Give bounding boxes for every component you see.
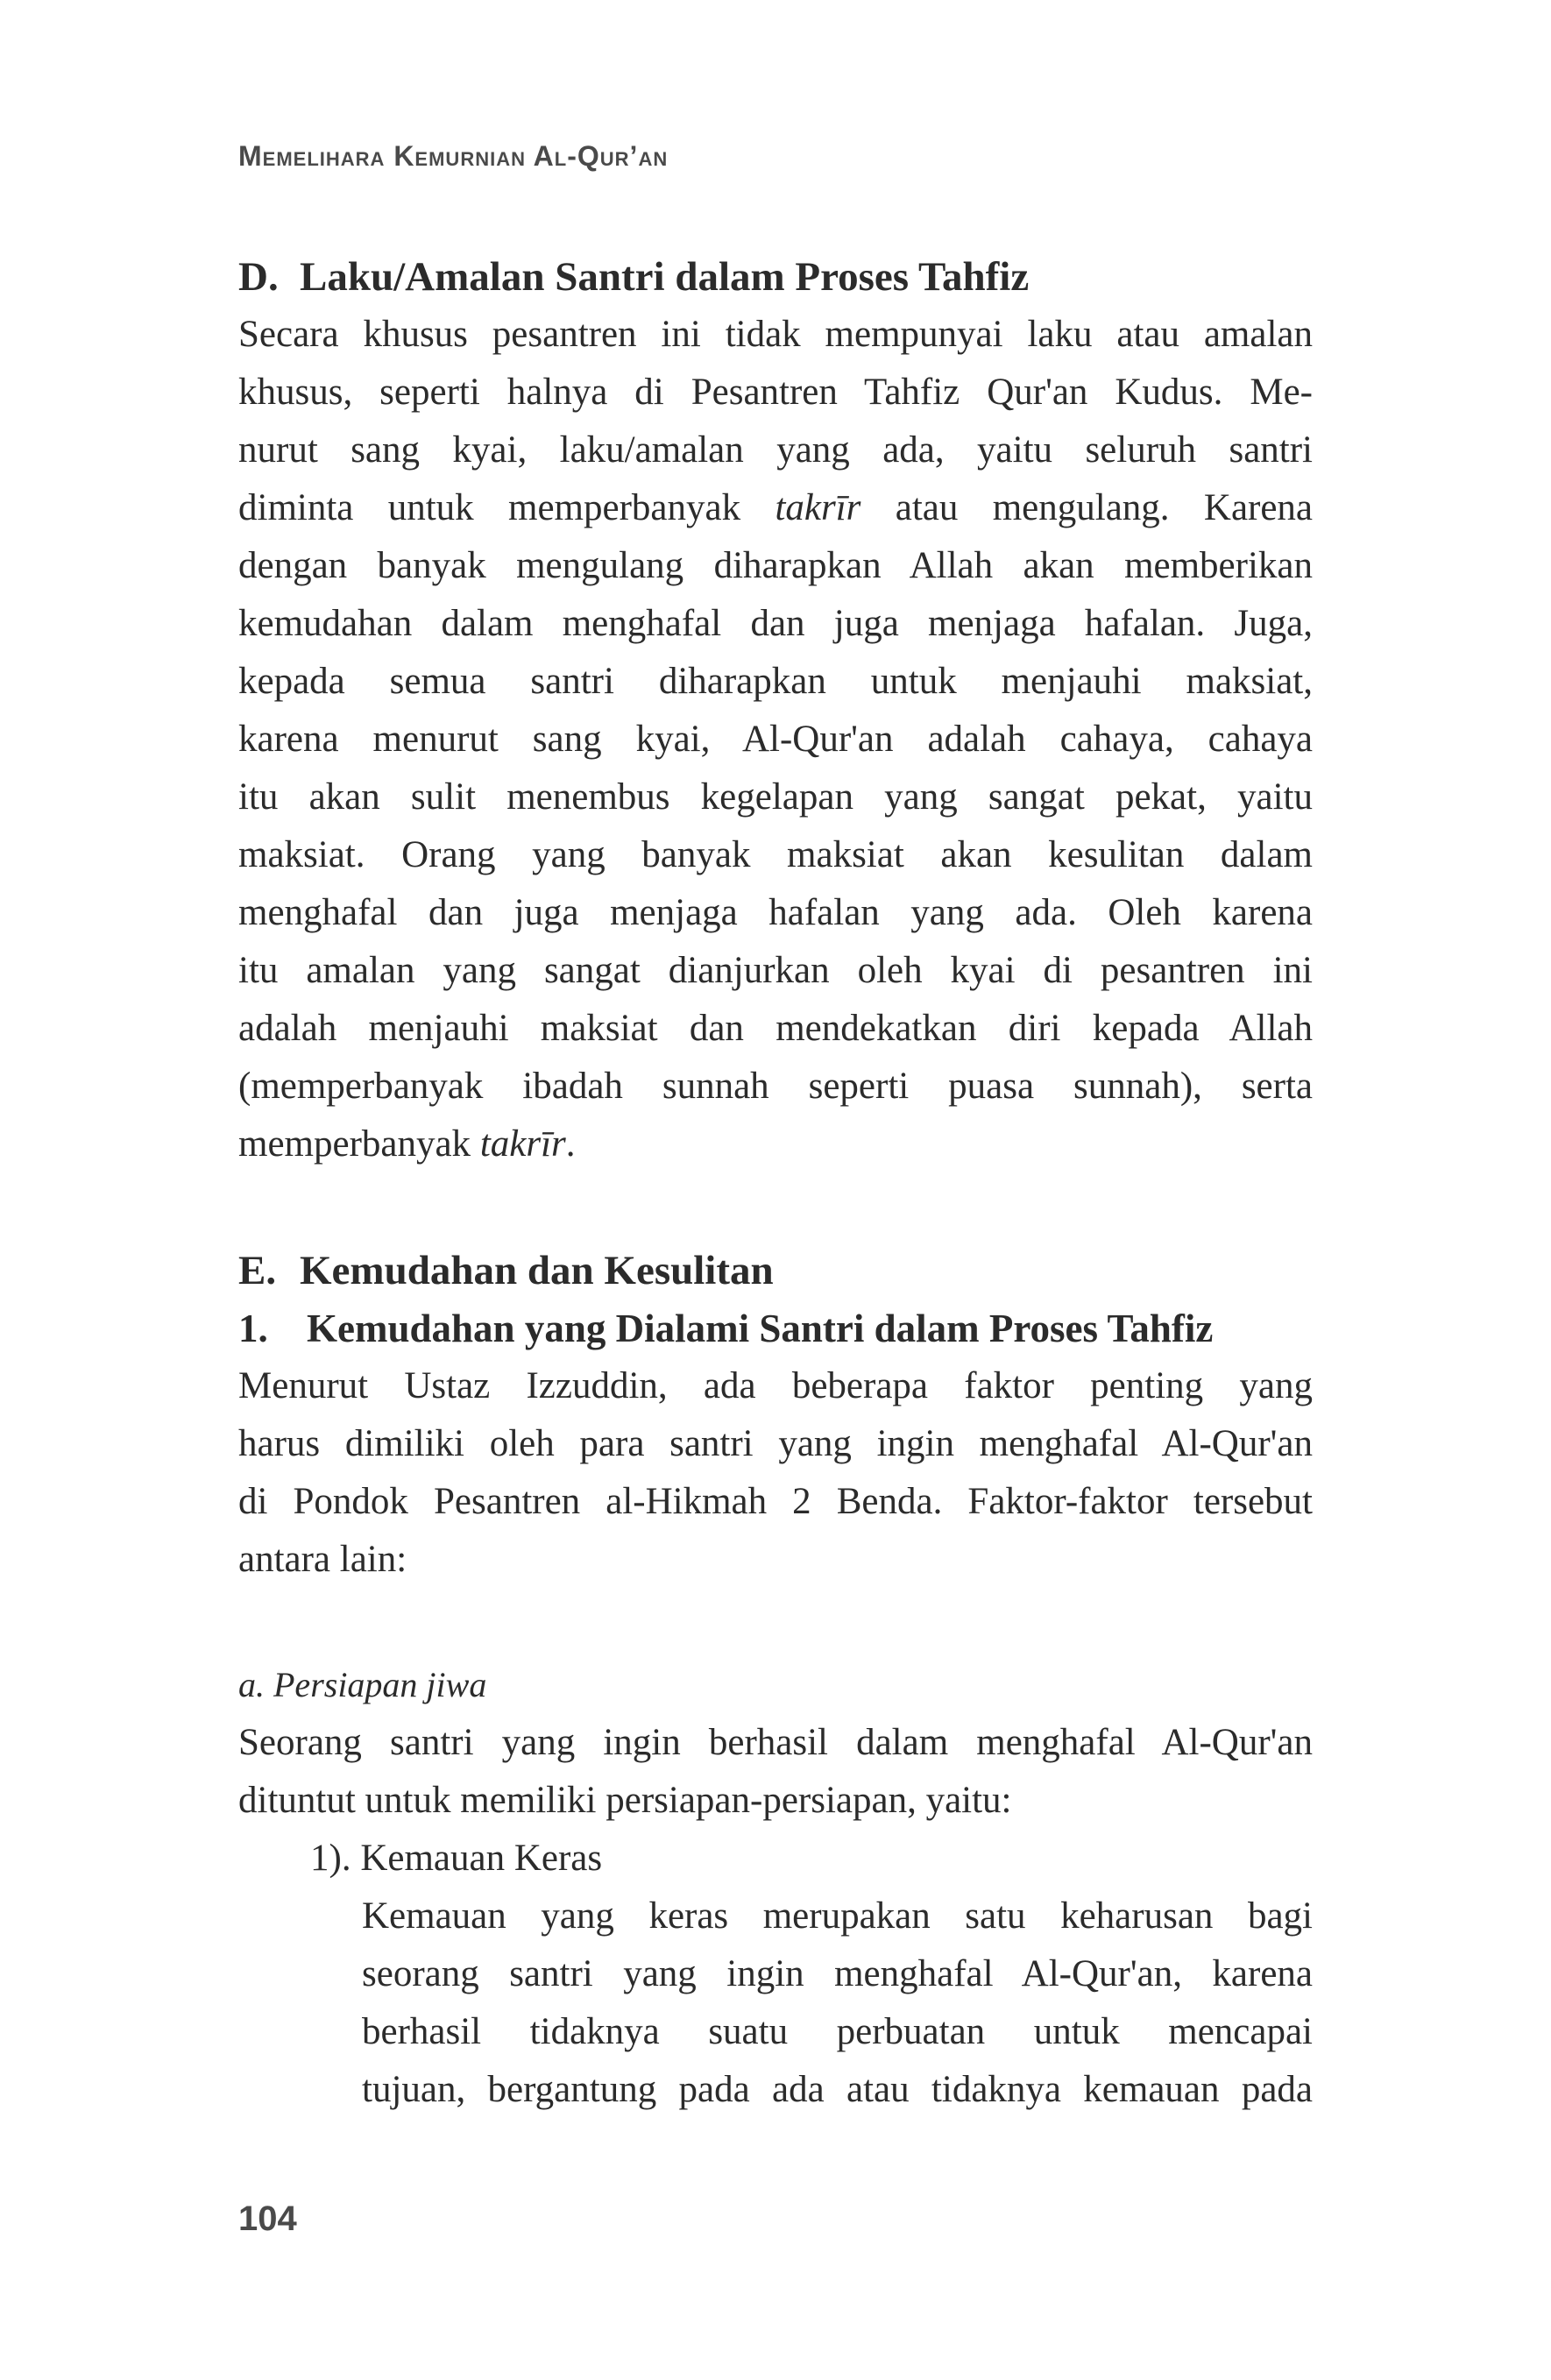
paragraph-line: adalah menjauhi maksiat dan mendekatkan diri kepada Allah <box>238 1008 1313 1049</box>
section-d-paragraph <box>238 306 1313 1173</box>
paragraph-line: seorang santri yang ingin menghafal Al-Qur'an, karena <box>362 1953 1313 1994</box>
section-e-number: E. <box>238 1248 277 1293</box>
italic-term: takrīr <box>775 487 861 528</box>
section-e <box>238 1242 1313 1589</box>
paragraph-line: menghafal dan juga menjaga hafalan yang ada. Oleh karena <box>238 892 1313 933</box>
paragraph-line <box>238 479 1313 537</box>
section-d-heading <box>238 248 1313 306</box>
section-e-paragraph <box>238 1357 1313 1589</box>
paragraph-line: itu akan sulit menembus kegelapan yang sangat pekat, yaitu <box>238 776 1313 818</box>
paragraph-line: dituntut untuk memiliki persiapan-persiapan, yaitu: <box>238 1780 1012 1821</box>
list-item-1-title: 1). Kemauan Keras <box>310 1838 603 1879</box>
paragraph-line: Seorang santri yang ingin berhasil dalam menghafal Al-Qur'an <box>238 1722 1313 1763</box>
page-number: 104 <box>238 2199 297 2238</box>
subsection-1-heading <box>238 1300 1313 1357</box>
paragraph-line: dengan banyak mengulang diharapkan Allah akan memberikan <box>238 545 1313 586</box>
paragraph-line: karena menurut sang kyai, Al-Qur'an adalah cahaya, cahaya <box>238 719 1313 760</box>
paragraph-line: nurut sang kyai, laku/amalan yang ada, yaitu seluruh santri <box>238 429 1313 471</box>
item-a-label: a. Persiapan jiwa <box>238 1665 487 1704</box>
list-item-1-body <box>362 1888 1313 2119</box>
text-run: atau mengulang. Karena <box>895 487 1314 528</box>
section-d <box>238 248 1313 1173</box>
paragraph-line: berhasil tidaknya suatu perbuatan untuk mencapai <box>362 2011 1313 2052</box>
running-header: Memelihara Kemurnian Al-Qur’an <box>238 140 669 172</box>
paragraph-line: kepada semua santri diharapkan untuk menjauhi maksiat, <box>238 661 1313 702</box>
paragraph-line: di Pondok Pesantren al-Hikmah 2 Benda. Faktor-faktor tersebut <box>238 1481 1313 1522</box>
text-run: diminta untuk memperbanyak <box>238 487 741 528</box>
paragraph-line: Menurut Ustaz Izzuddin, ada beberapa faktor penting yang <box>238 1365 1313 1406</box>
italic-term: takrīr <box>479 1123 566 1165</box>
paragraph-line: Kemauan yang keras merupakan satu keharusan bagi <box>362 1895 1313 1937</box>
section-d-title: Laku/Amalan Santri dalam Proses Tahfiz <box>300 254 1030 300</box>
section-e-heading <box>238 1242 1313 1300</box>
paragraph-line: harus dimiliki oleh para santri yang ingin menghafal Al-Qur'an <box>238 1423 1313 1464</box>
section-e-title: Kemudahan dan Kesulitan <box>300 1248 774 1293</box>
item-a <box>238 1656 1313 1830</box>
subsection-1-title: Kemudahan yang Dialami Santri dalam Proses Tahfiz <box>307 1307 1214 1350</box>
text-run: memperbanyak <box>238 1123 471 1165</box>
paragraph-line: kemudahan dalam menghafal dan juga menjaga hafalan. Juga, <box>238 603 1313 644</box>
paragraph-line: maksiat. Orang yang banyak maksiat akan kesulitan dalam <box>238 834 1313 875</box>
paragraph-line: Secara khusus pesantren ini tidak mempunyai laku atau amalan <box>238 314 1313 355</box>
paragraph-line: (memperbanyak ibadah sunnah seperti puasa sunnah), serta <box>238 1066 1313 1107</box>
section-d-number: D. <box>238 254 279 300</box>
paragraph-line <box>238 1116 1313 1173</box>
item-a-paragraph <box>238 1714 1313 1830</box>
paragraph-line: tujuan, bergantung pada ada atau tidaknya kemauan pada <box>362 2069 1313 2110</box>
subsection-1-number: 1. <box>238 1307 268 1350</box>
paragraph-line: itu amalan yang sangat dianjurkan oleh kyai di pesantren ini <box>238 950 1313 991</box>
list-item-1 <box>310 1830 1313 1888</box>
text-run: . <box>565 1123 576 1165</box>
paragraph-line: antara lain: <box>238 1539 407 1580</box>
paragraph-line: khusus, seperti halnya di Pesantren Tahfiz Qur'an Kudus. Me- <box>238 372 1313 413</box>
